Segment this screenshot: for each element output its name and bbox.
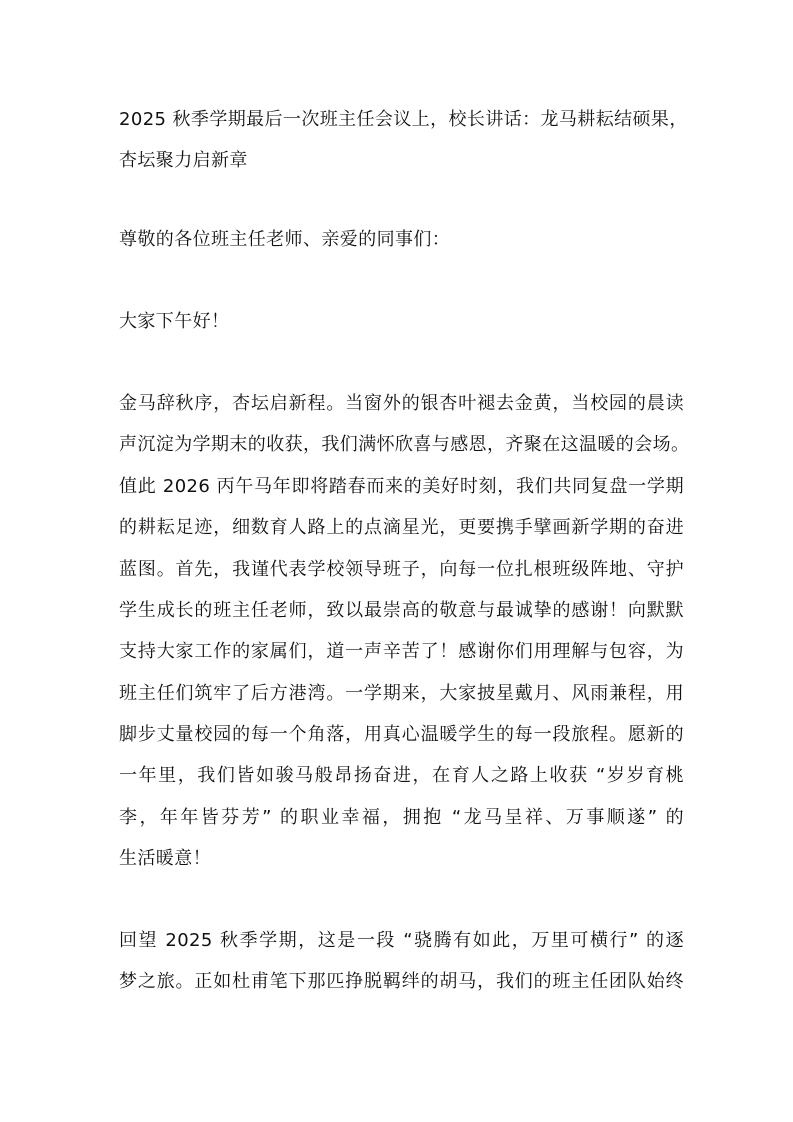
- paragraph1-line: 学生成长的班主任老师，致以最崇高的敬意与最诚挚的感谢！向默默: [119, 600, 684, 621]
- paragraph1-line: 脚步丈量校园的每一个角落，用真心温暖学生的每一段旅程。愿新的: [119, 724, 684, 745]
- paragraph1-line: 蓝图。首先，我谨代表学校领导班子，向每一位扎根班级阵地、守护: [119, 559, 684, 580]
- paragraph1-line: 李，年年皆芬芳” 的职业幸福，拥抱 “龙马呈祥、万事顺遂” 的: [119, 807, 684, 828]
- paragraph1-line: 一年里，我们皆如骏马般昂扬奋进，在育人之路上收获 “岁岁育桃: [119, 765, 684, 786]
- paragraph1-line: 的耕耘足迹，细数育人路上的点滴星光，更要携手擘画新学期的奋进: [119, 517, 684, 538]
- title-line-1: 2025 秋季学期最后一次班主任会议上，校长讲话：龙马耕耘结硕果，: [119, 109, 688, 130]
- title-line-2: 杏坛聚力启新章: [119, 150, 248, 171]
- salutation: 尊敬的各位班主任老师、亲爱的同事们：: [119, 229, 451, 250]
- greeting: 大家下午好！: [119, 311, 230, 332]
- paragraph1-line: 生活暖意！: [119, 848, 211, 869]
- paragraph1-line: 支持大家工作的家属们，道一声辛苦了！感谢你们用理解与包容，为: [119, 641, 684, 662]
- paragraph1-line: 声沉淀为学期末的收获，我们满怀欣喜与感恩，齐聚在这温暖的会场。: [119, 434, 690, 455]
- paragraph1-line: 值此 2026 丙午马年即将踏春而来的美好时刻，我们共同复盘一学期: [119, 476, 684, 497]
- paragraph1-line: 班主任们筑牢了后方港湾。一学期来，大家披星戴月、风雨兼程，用: [119, 683, 684, 704]
- paragraph1-line: 金马辞秋序，杏坛启新程。当窗外的银杏叶褪去金黄，当校园的晨读: [119, 393, 684, 414]
- paragraph2-line: 回望 2025 秋季学期，这是一段 “骁腾有如此，万里可横行” 的逐: [119, 930, 684, 951]
- paragraph2-line: 梦之旅。正如杜甫笔下那匹挣脱羁绊的胡马，我们的班主任团队始终: [119, 971, 684, 992]
